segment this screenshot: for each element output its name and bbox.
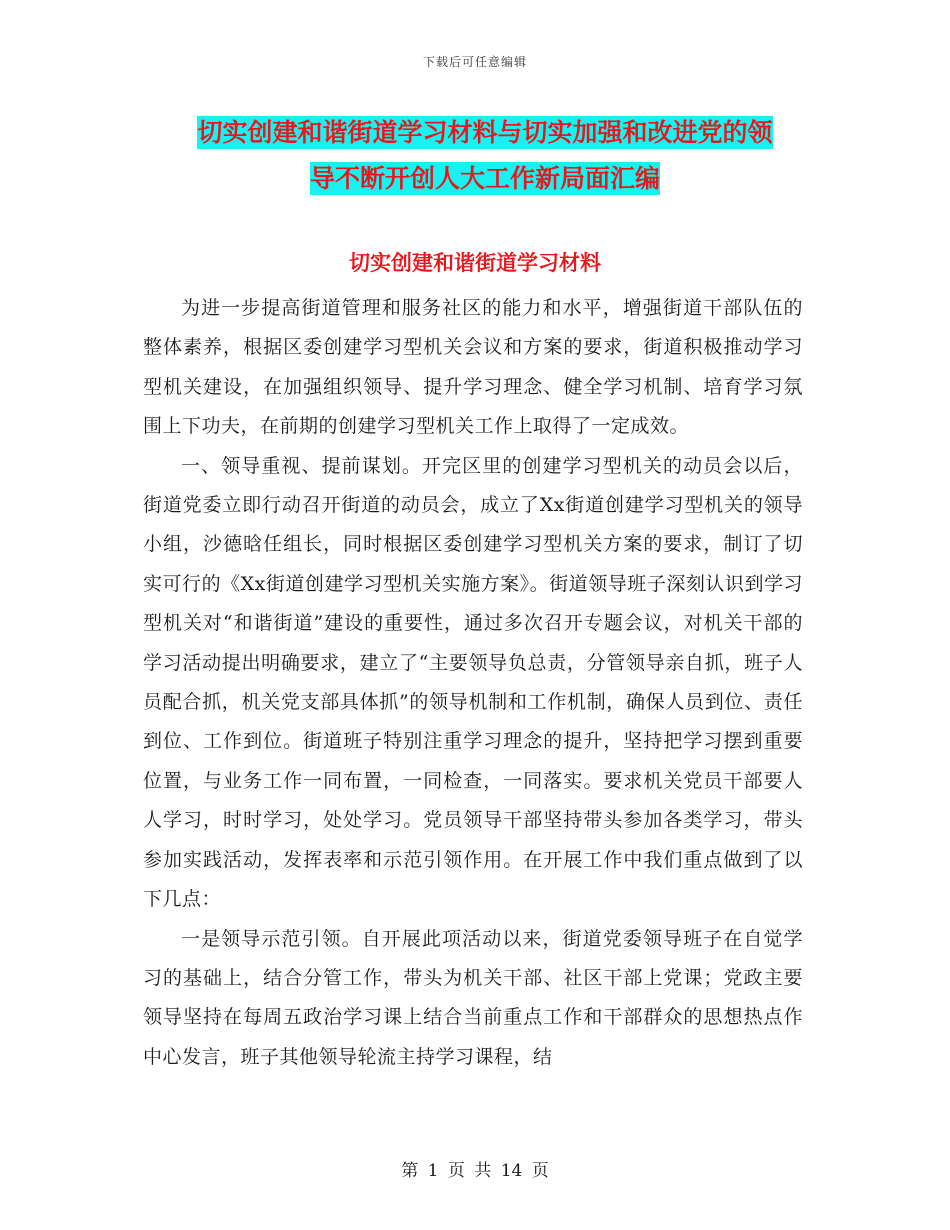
paragraph-intro: 为进一步提高街道管理和服务社区的能力和水平，增强街道干部队伍的整体素养，根据区委创建学习型机关会议和方案的要求，街道积极推动学习型机关建设，在加强组织领导、提升学习理念、健全学习机制、培育学习氛围上下功夫，在前期的创建学习型机关工作上取得了一定成效。 [143, 297, 803, 438]
document-title [150, 110, 820, 202]
section-title: 切实创建和谐街道学习材料 [349, 251, 601, 275]
page-number: 第 1 页 共 14 页 [401, 1161, 549, 1181]
paragraph-2: 一是领导示范引领。自开展此项活动以来，街道党委领导班子在自觉学习的基础上，结合分管工作，带头为机关干部、社区干部上党课；党政主要领导坚持在每周五政治学习课上结合当前重点工作和干部群众的思想热点作中心发言，班子其他领导轮流主持学习课程，结 [143, 927, 803, 1068]
header-note: 下载后可任意编辑 [422, 55, 527, 69]
title-line-1: 切实创建和谐街道学习材料与切实加强和改进党的领 [197, 118, 773, 147]
title-line-2: 导不断开创人大工作新局面汇编 [309, 164, 660, 193]
body-text [143, 289, 803, 1077]
paragraph-1: 一、领导重视、提前谋划。开完区里的创建学习型机关的动员会以后，街道党委立即行动召开街道的动员会，成立了Xx街道创建学习型机关的领导小组，沙德晗任组长，同时根据区委创建学习型机关方案的要求，制订了切实可行的《Xx街道创建学习型机关实施方案》。街道领导班子深刻认识到学习型机关对“和谐街道”建设的重要性，通过多次召开专题会议，对机关干部的学习活动提出明确要求，建立了“主要领导负总责，分管领导亲自抓，班子人员配合抓，机关党支部具体抓”的领导机制和工作机制，确保人员到位、责任到位、工作到位。街道班子特别注重学习理念的提升，坚持把学习摆到重要位置，与业务工作一同布置，一同检查，一同落实。要求机关党员干部要人人学习，时时学习，处处学习。党员领导干部坚持带头参加各类学习，带头参加实践活动，发挥表率和示范引领作用。在开展工作中我们重点做到了以下几点： [143, 454, 803, 911]
